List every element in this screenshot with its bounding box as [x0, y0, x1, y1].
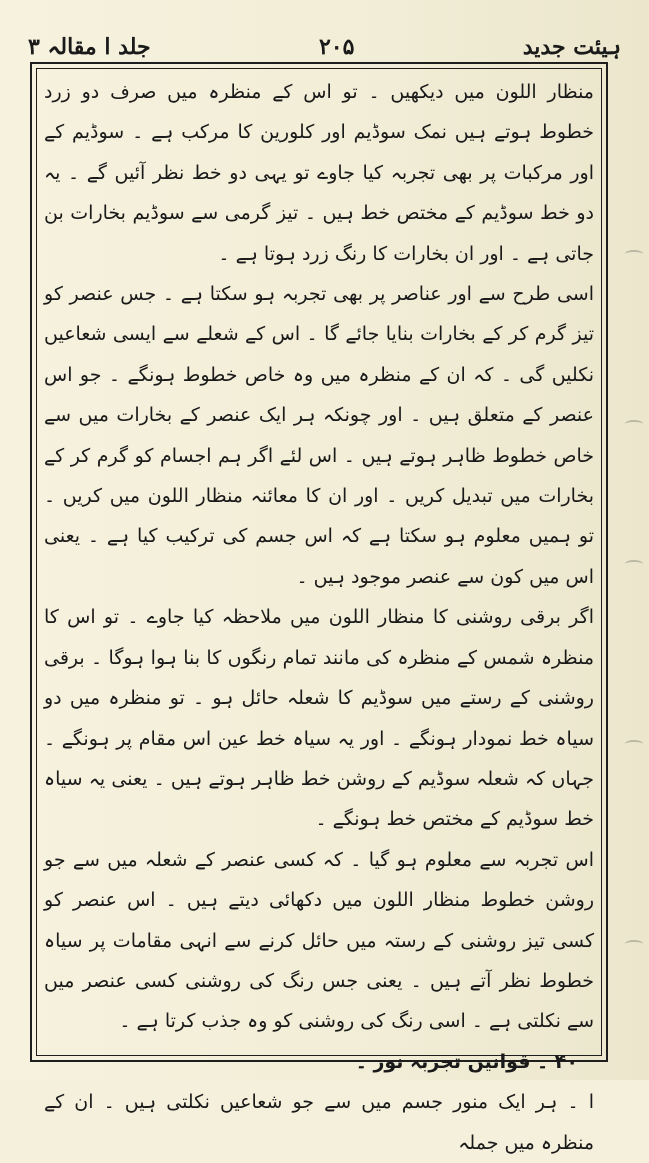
page-header	[28, 30, 621, 64]
margin-mark	[625, 420, 643, 428]
page-body	[44, 72, 594, 1154]
list-item: ا ۔ ہر ایک منور جسم میں سے جو شعاعیں نکلتی ہیں ۔ ان کے منظرہ میں جملہ	[44, 1091, 594, 1154]
margin-mark	[625, 740, 643, 748]
margin-mark	[625, 940, 643, 948]
page-number: ۲۰۵	[318, 34, 355, 60]
section-heading: ۴۰ ۔ قوانین تجربہ نور ۔	[355, 1050, 578, 1073]
running-title: ہیئت جدید	[522, 34, 621, 60]
paragraph: اسی طرح سے اور عناصر پر بھی تجربہ ہو سکتا ہے ۔ جس عنصر کو تیز گرم کر کے بخارات بنایا جائے گا ۔ اس کے شعلے سے ایسی شعاعیں نکلیں گی ۔ کہ ان کے منظرہ میں وہ خاص خطوط ہونگے ۔ جو اس عنصر کے متعلق ہیں ۔ اور چونکہ ہر ایک عنصر کے بخارات میں سے خاص خطوط ظاہر ہوتے ہیں ۔ اس لئے اگر ہم اجسام کو گرم کر کے بخارات میں تبدیل کریں ۔ اور ان کا معائنہ منظار اللون میں کریں ۔ تو ہمیں معلوم ہو سکتا ہے کہ اس جسم کی ترکیب کیا ہے ۔ یعنی اس میں کون سے عنصر موجود ہیں ۔	[44, 283, 594, 588]
margin-mark	[625, 250, 643, 258]
volume-label: جلد ا مقالہ ۳	[28, 34, 151, 60]
paragraph: اس تجربہ سے معلوم ہو گیا ۔ کہ کسی عنصر کے شعلہ میں سے جو روشن خطوط منظار اللون میں دکھائی دیتے ہیں ۔ اس عنصر کو کسی تیز روشنی کے رستہ میں حائل کرنے سے انہی مقامات پر سیاہ خطوط نظر آتے ہیں ۔ یعنی جس رنگ کی روشنی کسی عنصر میں سے نکلتی ہے ۔ اسی رنگ کی روشنی کو وہ جذب کرتا ہے ۔	[44, 848, 594, 1033]
paragraph: اگر برقی روشنی کا منظار اللون میں ملاحظہ کیا جاوے ۔ تو اس کا منظرہ شمس کے منظرہ کی مانند تمام رنگوں کا بنا ہوا ہوگا ۔ برقی روشنی کے رستے میں سوڈیم کا شعلہ حائل ہو ۔ تو منظرہ میں دو سیاہ خط نمودار ہونگے ۔ اور یہ سیاہ خط عین اس مقام پر ہونگے ۔ جہاں کہ شعلہ سوڈیم کے روشن خط ظاہر ہوتے ہیں ۔ یعنی یہ سیاہ خط سوڈیم کے مختص خط ہونگے ۔	[44, 606, 594, 831]
paragraph: منظار اللون میں دیکھیں ۔ تو اس کے منظرہ میں صرف دو زرد خطوط ہوتے ہیں نمک سوڈیم اور کلورین کا مرکب ہے ۔ سوڈیم کے اور مرکبات پر بھی تجربہ کیا جاوے تو یہی دو خط نظر آئیں گے ۔ یہ دو خط سوڈیم کے مختص خط ہیں ۔ تیز گرمی سے سوڈیم بخارات بن جاتی ہے ۔ اور ان بخارات کا رنگ زرد ہوتا ہے ۔	[44, 81, 594, 265]
margin-mark	[625, 560, 643, 568]
